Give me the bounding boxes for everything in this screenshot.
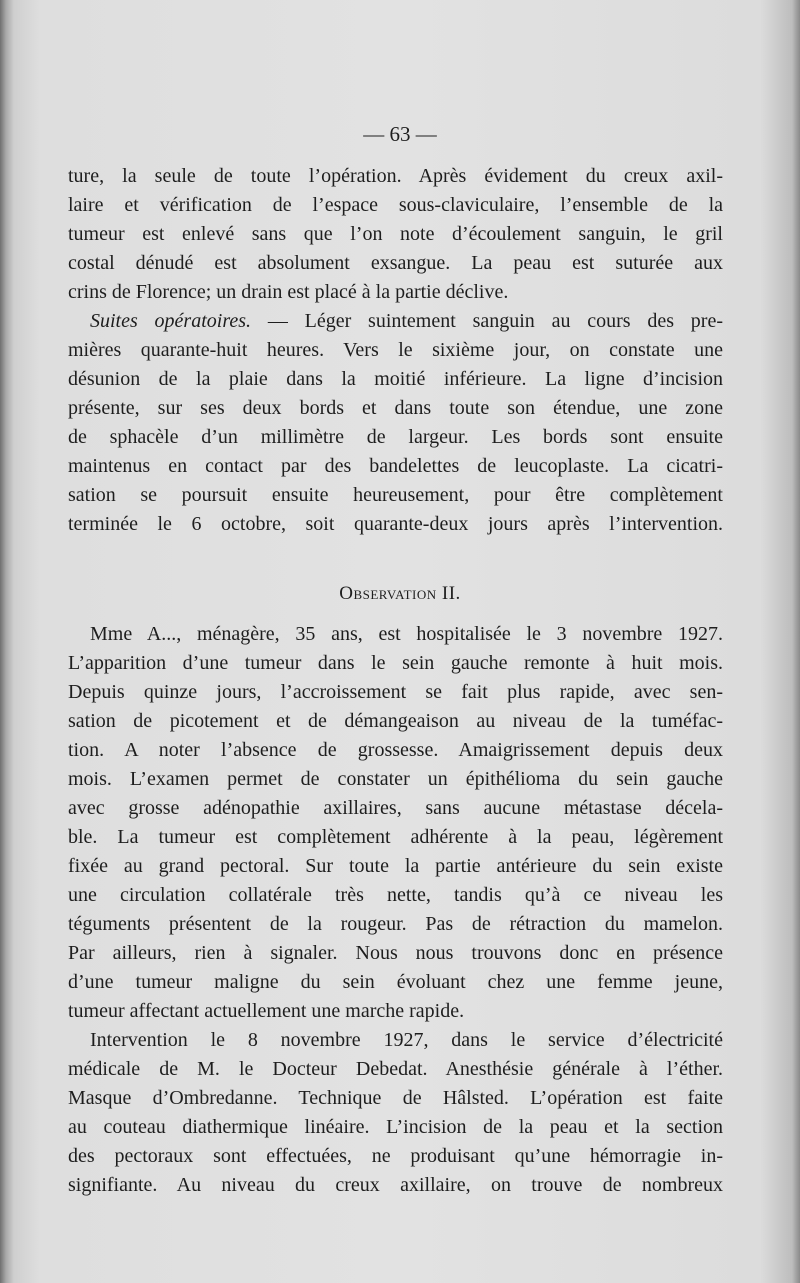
text-line: mois. L’examen permet de constater un épithélioma du sein gauche xyxy=(68,768,723,790)
paragraph-3 xyxy=(68,620,723,1026)
text-line: avec grosse adénopathie axillaires, sans aucune métastase décela- xyxy=(68,797,723,819)
text-line: une circulation collatérale très nette, tandis qu’à ce niveau les xyxy=(68,884,723,906)
text-line: ture, la seule de toute l’opération. Après évidement du creux axil- xyxy=(68,165,723,187)
text-line: au couteau diathermique linéaire. L’incision de la peau et la section xyxy=(68,1116,723,1138)
text-line: médicale de M. le Docteur Debedat. Anesthésie générale à l’éther. xyxy=(68,1058,723,1080)
text-line: sation se poursuit ensuite heureusement, pour être complètement xyxy=(68,484,723,506)
text-line: maintenus en contact par des bandelettes de leucoplaste. La cicatri- xyxy=(68,455,723,477)
text-line: tumeur est enlevé sans que l’on note d’écoulement sanguin, le gril xyxy=(68,223,723,245)
text-line: Depuis quinze jours, l’accroissement se fait plus rapide, avec sen- xyxy=(68,681,723,703)
text-line: ble. La tumeur est complètement adhérente à la peau, légèrement xyxy=(68,826,723,848)
text-line: présente, sur ses deux bords et dans toute son étendue, une zone xyxy=(68,397,723,419)
text-line: fixée au grand pectoral. Sur toute la partie antérieure du sein existe xyxy=(68,855,723,877)
text-line: tion. A noter l’absence de grossesse. Amaigrissement depuis deux xyxy=(68,739,723,761)
text-line: laire et vérification de l’espace sous-claviculaire, l’ensemble de la xyxy=(68,194,723,216)
text-line: d’une tumeur maligne du sein évoluant chez une femme jeune, xyxy=(68,971,723,993)
text-line: Masque d’Ombredanne. Technique de Hâlsted. L’opération est faite xyxy=(68,1087,723,1109)
paragraph-1 xyxy=(68,162,723,307)
text-line xyxy=(68,307,723,336)
paragraph-4 xyxy=(68,1026,723,1200)
text-span: — Léger suintement sanguin au cours des pre- xyxy=(251,310,724,332)
text-line: terminée le 6 octobre, soit quarante-deux jours après l’intervention. xyxy=(68,513,723,535)
text-line: signifiante. Au niveau du creux axillaire, on trouve de nombreux xyxy=(68,1174,723,1196)
text-line: sation de picotement et de démangeaison au niveau de la tuméfac- xyxy=(68,710,723,732)
section-heading: Observation II. xyxy=(339,583,461,604)
page-number: — 63 — xyxy=(363,122,437,146)
text-line: tumeur affectant actuellement une marche rapide. xyxy=(68,1000,465,1022)
text-line: mières quarante-huit heures. Vers le sixième jour, on constate une xyxy=(68,339,723,361)
text-line: des pectoraux sont effectuées, ne produisant qu’une hémorragie in- xyxy=(68,1145,723,1167)
section-lead: Suites opératoires. xyxy=(90,310,252,332)
text-line: crins de Florence; un drain est placé à la partie déclive. xyxy=(68,281,509,303)
text-line: Mme A..., ménagère, 35 ans, est hospitalisée le 3 novembre 1927. xyxy=(90,623,723,645)
paragraph-2 xyxy=(68,307,723,539)
text-line: L’apparition d’une tumeur dans le sein gauche remonte à huit mois. xyxy=(68,652,723,674)
text-line: costal dénudé est absolument exsangue. La peau est suturée aux xyxy=(68,252,723,274)
text-line: Par ailleurs, rien à signaler. Nous nous trouvons donc en présence xyxy=(68,942,723,964)
text-line: Intervention le 8 novembre 1927, dans le service d’électricité xyxy=(90,1029,723,1051)
text-line: de sphacèle d’un millimètre de largeur. Les bords sont ensuite xyxy=(68,426,723,448)
text-line: téguments présentent de la rougeur. Pas de rétraction du mamelon. xyxy=(68,913,723,935)
text-line: désunion de la plaie dans la moitié inférieure. La ligne d’incision xyxy=(68,368,723,390)
